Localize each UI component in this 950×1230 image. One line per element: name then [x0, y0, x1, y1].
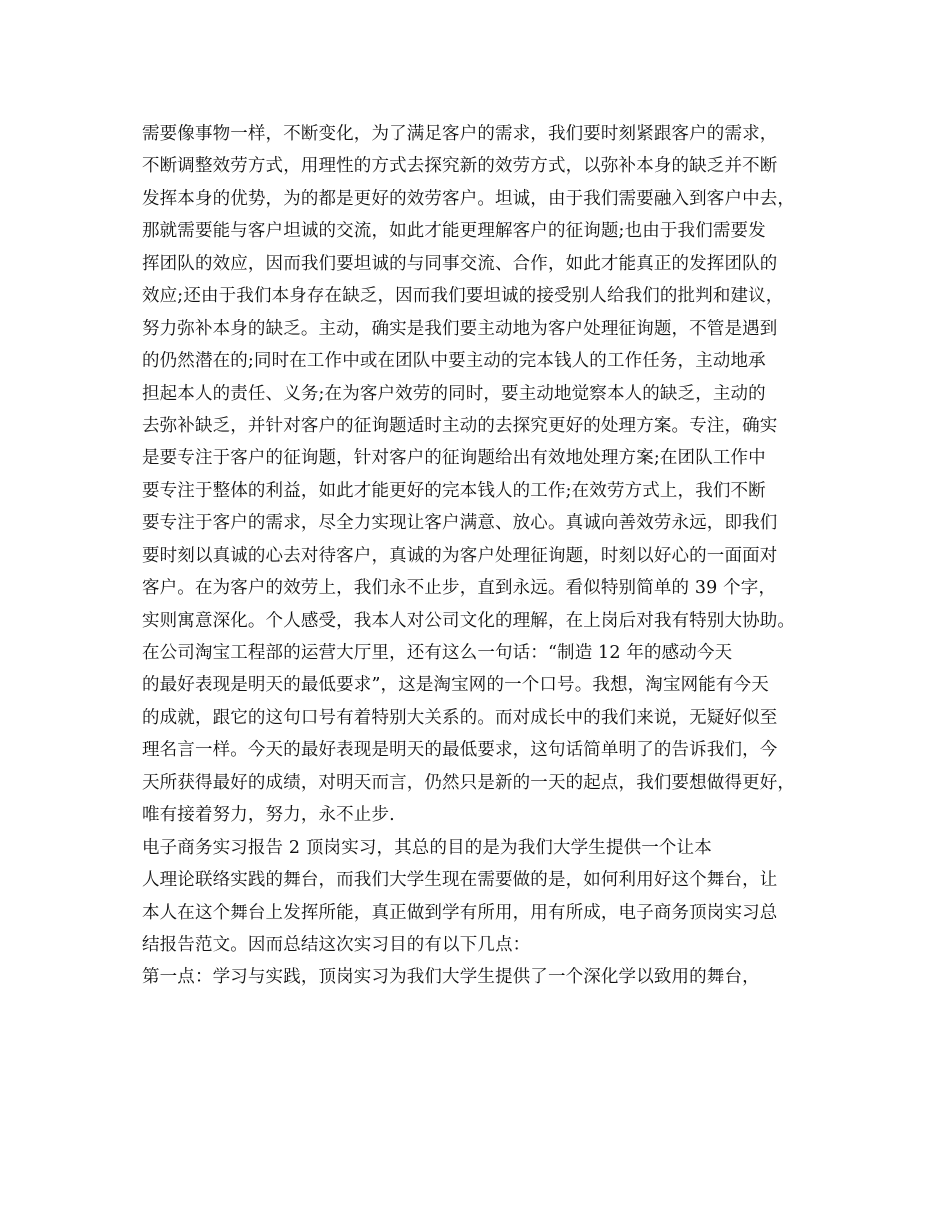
- text-line: 客户。在为客户的效劳上，我们永不止步，直到永远。看似特别简单的 39 个字，: [142, 578, 777, 599]
- text-line: 那就需要能与客户坦诚的交流，如此才能更理解客户的征询题;也由于我们需要发: [142, 221, 766, 242]
- text-line: 担起本人的责任、义务;在为客户效劳的同时，要主动地觉察本人的缺乏，主动的: [142, 383, 766, 404]
- text-line: 结报告范文。因而总结这次实习目的有以下几点：: [142, 934, 531, 955]
- text-line: 天所获得最好的成绩，对明天而言，仍然只是新的一天的起点，我们要想做得更好，: [142, 772, 796, 793]
- text-line: 去弥补缺乏，并针对客户的征询题适时主动的去探究更好的处理方案。专注，确实: [142, 415, 778, 436]
- text-line: 的仍然潜在的;同时在工作中或在团队中要主动的完本钱人的工作任务，主动地承: [142, 351, 766, 372]
- text-line: 实则寓意深化。个人感受，我本人对公司文化的理解，在上岗后对我有特别大协助。: [142, 610, 796, 631]
- text-line: 第一点：学习与实践，顶岗实习为我们大学生提供了一个深化学以致用的舞台，: [142, 967, 760, 988]
- text-line: 要专注于整体的利益，如此才能更好的完本钱人的工作;在效劳方式上，我们不断: [142, 480, 766, 501]
- text-line: 在公司淘宝工程部的运营大厅里，还有这么一句话：“制造 12 年的感动今天: [142, 643, 733, 663]
- text-line: 效应;还由于我们本身存在缺乏，因而我们要坦诚的接受别人给我们的批判和建议，: [142, 286, 784, 307]
- text-line: 唯有接着努力，努力，永不止步.: [142, 805, 395, 826]
- text-line: 要专注于客户的需求，尽全力实现让客户满意、放心。真诚向善效劳永远，即我们: [142, 513, 778, 534]
- text-line: 不断调整效劳方式，用理性的方式去探究新的效劳方式，以弥补本身的缺乏并不断: [142, 156, 778, 177]
- text-line: 要时刻以真诚的心去对待客户，真诚的为客户处理征询题，时刻以好心的一面面对: [142, 545, 778, 566]
- text-line: 本人在这个舞台上发挥所能，真正做到学有所用，用有所成，电子商务顶岗实习总: [142, 902, 778, 923]
- text-line: 电子商务实习报告 2 顶岗实习，其总的目的是为我们大学生提供一个让本: [142, 837, 712, 858]
- text-line: 需要像事物一样，不断变化，为了满足客户的需求，我们要时刻紧跟客户的需求，: [142, 124, 778, 144]
- document-body: [142, 118, 832, 994]
- text-line: 挥团队的效应，因而我们要坦诚的与同事交流、合作，如此才能真正的发挥团队的: [142, 253, 778, 274]
- text-line: 发挥本身的优势，为的都是更好的效劳客户。坦诚，由于我们需要融入到客户中去，: [142, 188, 796, 209]
- text-line: 的最好表现是明天的最低要求”，这是淘宝网的一个口号。我想，淘宝网能有今天: [142, 675, 769, 696]
- text-line: 理名言一样。今天的最好表现是明天的最低要求，这句话简单明了的告诉我们，今: [142, 740, 778, 761]
- text-line: 是要专注于客户的征询题，针对客户的征询题给出有效地处理方案;在团队工作中: [142, 448, 766, 469]
- text-line: 人理论联络实践的舞台，而我们大学生现在需要做的是，如何利用好这个舞台，让: [142, 870, 778, 891]
- text-line: 努力弥补本身的缺乏。主动，确实是我们要主动地为客户处理征询题，不管是遇到: [142, 318, 778, 339]
- text-line: 的成就，跟它的这句口号有着特别大关系的。而对成长中的我们来说，无疑好似至: [142, 707, 778, 728]
